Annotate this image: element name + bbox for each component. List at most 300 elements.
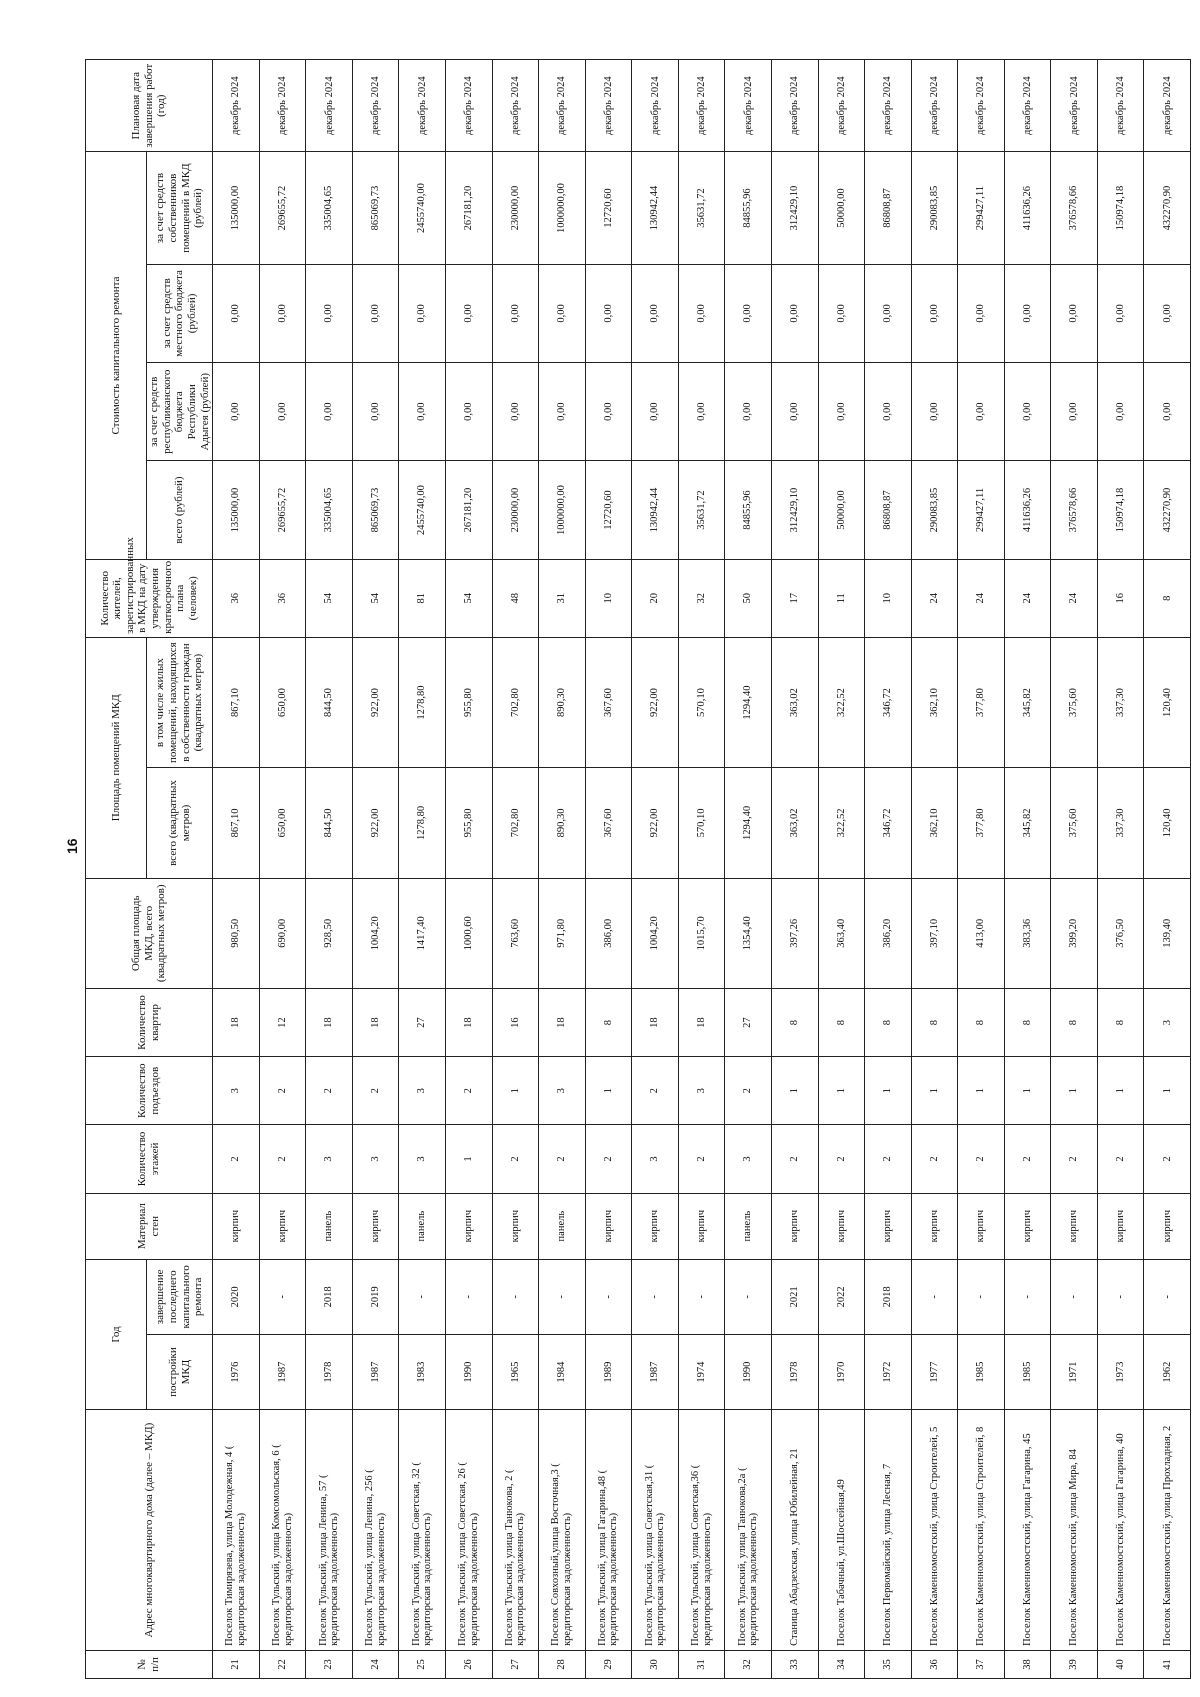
apartments-cell: 8 <box>771 988 818 1056</box>
residents-cell: 50 <box>725 559 772 637</box>
address-cell: Поселок Тульский, улица Советская,31 ( кредиторская задолженность) <box>632 1410 679 1651</box>
table-row <box>911 60 958 1679</box>
cost-republic-cell: 0,00 <box>539 363 586 461</box>
cost-local-cell: 0,00 <box>1097 264 1144 362</box>
cost-owners-cell: 84855,96 <box>725 152 772 264</box>
area-total-cell: 922,00 <box>632 768 679 878</box>
entrances-cell: 1 <box>911 1057 958 1125</box>
deadline-cell: декабрь 2024 <box>585 60 632 152</box>
entrances-cell: 1 <box>585 1057 632 1125</box>
cost-owners-cell: 312429,10 <box>771 152 818 264</box>
header-year-built: постройки МКД <box>147 1334 213 1409</box>
total-area-cell: 1417,40 <box>399 878 446 988</box>
row-number: 39 <box>1051 1650 1098 1678</box>
apartments-cell: 18 <box>446 988 493 1056</box>
cost-total-cell: 35631,72 <box>678 461 725 559</box>
area-total-cell: 346,72 <box>865 768 912 878</box>
area-living-cell: 377,80 <box>958 637 1005 767</box>
area-total-cell: 120,40 <box>1144 768 1191 878</box>
year-repair-cell: - <box>725 1259 772 1334</box>
year-built-cell: 1976 <box>213 1334 260 1409</box>
total-area-cell: 980,50 <box>213 878 260 988</box>
apartments-cell: 8 <box>958 988 1005 1056</box>
cost-local-cell: 0,00 <box>678 264 725 362</box>
header-entrances: Количество подъездов <box>86 1057 213 1125</box>
total-area-cell: 386,00 <box>585 878 632 988</box>
cost-local-cell: 0,00 <box>446 264 493 362</box>
row-number: 26 <box>446 1650 493 1678</box>
wall-material-cell: кирпич <box>446 1193 493 1259</box>
cost-owners-cell: 35631,72 <box>678 152 725 264</box>
header-cost-local: за счет средств местного бюджета (рублей) <box>147 264 213 362</box>
wall-material-cell: кирпич <box>259 1193 306 1259</box>
year-built-cell: 1972 <box>865 1334 912 1409</box>
cost-total-cell: 135000,00 <box>213 461 260 559</box>
cost-total-cell: 2455740,00 <box>399 461 446 559</box>
residents-cell: 24 <box>958 559 1005 637</box>
cost-owners-cell: 299427,11 <box>958 152 1005 264</box>
year-repair-cell: - <box>259 1259 306 1334</box>
area-living-cell: 867,10 <box>213 637 260 767</box>
table-row <box>352 60 399 1679</box>
table-row <box>585 60 632 1679</box>
apartments-cell: 8 <box>911 988 958 1056</box>
capital-repair-table <box>85 59 1191 1679</box>
cost-owners-cell: 135000,00 <box>213 152 260 264</box>
year-repair-cell: 2018 <box>865 1259 912 1334</box>
cost-republic-cell: 0,00 <box>632 363 679 461</box>
cost-total-cell: 299427,11 <box>958 461 1005 559</box>
floors-cell: 3 <box>725 1125 772 1193</box>
floors-cell: 2 <box>1144 1125 1191 1193</box>
cost-total-cell: 267181,20 <box>446 461 493 559</box>
residents-cell: 32 <box>678 559 725 637</box>
apartments-cell: 18 <box>213 988 260 1056</box>
deadline-cell: декабрь 2024 <box>446 60 493 152</box>
wall-material-cell: кирпич <box>492 1193 539 1259</box>
area-living-cell: 1278,80 <box>399 637 446 767</box>
row-number: 34 <box>818 1650 865 1678</box>
apartments-cell: 18 <box>352 988 399 1056</box>
address-cell: Поселок Каменномостский, улица Прохладная, 2 <box>1144 1410 1191 1651</box>
wall-material-cell: кирпич <box>678 1193 725 1259</box>
header-wall: Материал стен <box>86 1193 213 1259</box>
cost-total-cell: 84855,96 <box>725 461 772 559</box>
address-cell: Поселок Тульский, улица Ленина, 57 ( кредиторская задолженность) <box>306 1410 353 1651</box>
area-living-cell: 120,40 <box>1144 637 1191 767</box>
header-year-repair: завершение последнего капитального ремонта <box>147 1259 213 1334</box>
cost-local-cell: 0,00 <box>725 264 772 362</box>
table-row <box>818 60 865 1679</box>
year-built-cell: 1989 <box>585 1334 632 1409</box>
entrances-cell: 1 <box>1144 1057 1191 1125</box>
deadline-cell: декабрь 2024 <box>259 60 306 152</box>
table-row <box>865 60 912 1679</box>
cost-total-cell: 432270,90 <box>1144 461 1191 559</box>
header-area-group: Площадь помещений МКД <box>86 637 147 878</box>
year-built-cell: 1990 <box>725 1334 772 1409</box>
area-total-cell: 337,30 <box>1097 768 1144 878</box>
floors-cell: 3 <box>306 1125 353 1193</box>
cost-republic-cell: 0,00 <box>1144 363 1191 461</box>
area-total-cell: 955,80 <box>446 768 493 878</box>
header-address: Адрес многоквартирного дома (далее – МКД) <box>86 1410 213 1651</box>
year-repair-cell: 2022 <box>818 1259 865 1334</box>
address-cell: Поселок Первомайский, улица Лесная, 7 <box>865 1410 912 1651</box>
apartments-cell: 16 <box>492 988 539 1056</box>
address-cell: Поселок Тульский, улица Танюкова,2а ( кредиторская задолженность) <box>725 1410 772 1651</box>
residents-cell: 36 <box>213 559 260 637</box>
year-repair-cell: - <box>539 1259 586 1334</box>
residents-cell: 24 <box>1004 559 1051 637</box>
entrances-cell: 1 <box>818 1057 865 1125</box>
header-apartments: Количество квартир <box>86 988 213 1056</box>
header-floors: Количество этажей <box>86 1125 213 1193</box>
area-living-cell: 570,10 <box>678 637 725 767</box>
cost-owners-cell: 1000000,00 <box>539 152 586 264</box>
apartments-cell: 18 <box>678 988 725 1056</box>
entrances-cell: 1 <box>1051 1057 1098 1125</box>
area-living-cell: 702,80 <box>492 637 539 767</box>
cost-republic-cell: 0,00 <box>865 363 912 461</box>
row-number: 24 <box>352 1650 399 1678</box>
year-built-cell: 1978 <box>306 1334 353 1409</box>
residents-cell: 24 <box>911 559 958 637</box>
cost-local-cell: 0,00 <box>1051 264 1098 362</box>
deadline-cell: декабрь 2024 <box>678 60 725 152</box>
residents-cell: 24 <box>1051 559 1098 637</box>
year-repair-cell: - <box>399 1259 446 1334</box>
table-row <box>771 60 818 1679</box>
total-area-cell: 399,20 <box>1051 878 1098 988</box>
table-body <box>213 60 1191 1679</box>
apartments-cell: 18 <box>632 988 679 1056</box>
total-area-cell: 386,20 <box>865 878 912 988</box>
cost-local-cell: 0,00 <box>259 264 306 362</box>
apartments-cell: 12 <box>259 988 306 1056</box>
residents-cell: 48 <box>492 559 539 637</box>
year-built-cell: 1990 <box>446 1334 493 1409</box>
area-living-cell: 346,72 <box>865 637 912 767</box>
cost-local-cell: 0,00 <box>399 264 446 362</box>
deadline-cell: декабрь 2024 <box>865 60 912 152</box>
cost-republic-cell: 0,00 <box>213 363 260 461</box>
address-cell: Поселок Тимирязева, улица Молодежная, 4 ( кредиторская задолженность) <box>213 1410 260 1651</box>
residents-cell: 54 <box>446 559 493 637</box>
area-living-cell: 650,00 <box>259 637 306 767</box>
total-area-cell: 1004,20 <box>632 878 679 988</box>
deadline-cell: декабрь 2024 <box>1097 60 1144 152</box>
wall-material-cell: панель <box>725 1193 772 1259</box>
apartments-cell: 18 <box>306 988 353 1056</box>
area-living-cell: 955,80 <box>446 637 493 767</box>
row-number: 22 <box>259 1650 306 1678</box>
cost-total-cell: 150974,18 <box>1097 461 1144 559</box>
year-built-cell: 1987 <box>259 1334 306 1409</box>
address-cell: Поселок Тульский, улица Советская, 32 ( кредиторская задолженность) <box>399 1410 446 1651</box>
area-living-cell: 322,52 <box>818 637 865 767</box>
floors-cell: 2 <box>678 1125 725 1193</box>
table-row <box>1051 60 1098 1679</box>
cost-total-cell: 86808,87 <box>865 461 912 559</box>
wall-material-cell: панель <box>399 1193 446 1259</box>
header-num: № п/п <box>86 1650 213 1678</box>
residents-cell: 54 <box>352 559 399 637</box>
entrances-cell: 3 <box>539 1057 586 1125</box>
floors-cell: 2 <box>911 1125 958 1193</box>
entrances-cell: 3 <box>399 1057 446 1125</box>
residents-cell: 54 <box>306 559 353 637</box>
entrances-cell: 3 <box>213 1057 260 1125</box>
cost-local-cell: 0,00 <box>306 264 353 362</box>
wall-material-cell: панель <box>539 1193 586 1259</box>
table-row <box>725 60 772 1679</box>
year-built-cell: 1965 <box>492 1334 539 1409</box>
year-built-cell: 1984 <box>539 1334 586 1409</box>
table-row <box>446 60 493 1679</box>
year-repair-cell: - <box>1144 1259 1191 1334</box>
cost-total-cell: 312429,10 <box>771 461 818 559</box>
year-built-cell: 1971 <box>1051 1334 1098 1409</box>
deadline-cell: декабрь 2024 <box>306 60 353 152</box>
area-living-cell: 922,00 <box>632 637 679 767</box>
floors-cell: 3 <box>632 1125 679 1193</box>
year-repair-cell: - <box>958 1259 1005 1334</box>
entrances-cell: 1 <box>958 1057 1005 1125</box>
row-number: 41 <box>1144 1650 1191 1678</box>
header-cost-owners: за счет средств собственников помещений в МКД (рублей) <box>147 152 213 264</box>
area-living-cell: 922,00 <box>352 637 399 767</box>
entrances-cell: 3 <box>678 1057 725 1125</box>
row-number: 25 <box>399 1650 446 1678</box>
deadline-cell: декабрь 2024 <box>352 60 399 152</box>
year-repair-cell: - <box>632 1259 679 1334</box>
header-cost-total: всего (рублей) <box>147 461 213 559</box>
cost-owners-cell: 12720,60 <box>585 152 632 264</box>
row-number: 38 <box>1004 1650 1051 1678</box>
cost-total-cell: 12720,60 <box>585 461 632 559</box>
apartments-cell: 8 <box>1097 988 1144 1056</box>
cost-local-cell: 0,00 <box>911 264 958 362</box>
year-repair-cell: 2018 <box>306 1259 353 1334</box>
row-number: 28 <box>539 1650 586 1678</box>
cost-owners-cell: 865069,73 <box>352 152 399 264</box>
apartments-cell: 8 <box>585 988 632 1056</box>
wall-material-cell: кирпич <box>585 1193 632 1259</box>
deadline-cell: декабрь 2024 <box>1004 60 1051 152</box>
area-living-cell: 362,10 <box>911 637 958 767</box>
document-page <box>85 59 1173 1679</box>
total-area-cell: 383,36 <box>1004 878 1051 988</box>
year-built-cell: 1973 <box>1097 1334 1144 1409</box>
wall-material-cell: кирпич <box>1097 1193 1144 1259</box>
cost-republic-cell: 0,00 <box>725 363 772 461</box>
cost-total-cell: 865069,73 <box>352 461 399 559</box>
year-repair-cell: - <box>1097 1259 1144 1334</box>
year-repair-cell: - <box>1051 1259 1098 1334</box>
area-total-cell: 322,52 <box>818 768 865 878</box>
area-living-cell: 367,60 <box>585 637 632 767</box>
deadline-cell: декабрь 2024 <box>1051 60 1098 152</box>
cost-republic-cell: 0,00 <box>911 363 958 461</box>
area-total-cell: 375,60 <box>1051 768 1098 878</box>
deadline-cell: декабрь 2024 <box>771 60 818 152</box>
address-cell: Поселок Каменномостский, улица Строителей, 8 <box>958 1410 1005 1651</box>
wall-material-cell: кирпич <box>1144 1193 1191 1259</box>
header-area-living: в том числе жилых помещений, находящихся в собственности граждан (квадратных метров) <box>147 637 213 767</box>
deadline-cell: декабрь 2024 <box>213 60 260 152</box>
residents-cell: 11 <box>818 559 865 637</box>
cost-republic-cell: 0,00 <box>1004 363 1051 461</box>
row-number: 29 <box>585 1650 632 1678</box>
year-repair-cell: 2021 <box>771 1259 818 1334</box>
total-area-cell: 139,40 <box>1144 878 1191 988</box>
deadline-cell: декабрь 2024 <box>1144 60 1191 152</box>
address-cell: Поселок Табачный, ул.Шоссейная,49 <box>818 1410 865 1651</box>
area-total-cell: 1294,40 <box>725 768 772 878</box>
cost-republic-cell: 0,00 <box>259 363 306 461</box>
header-cost-group: Стоимость капитального ремонта <box>86 152 147 559</box>
floors-cell: 1 <box>446 1125 493 1193</box>
residents-cell: 8 <box>1144 559 1191 637</box>
cost-total-cell: 290083,85 <box>911 461 958 559</box>
cost-owners-cell: 335004,65 <box>306 152 353 264</box>
area-living-cell: 345,82 <box>1004 637 1051 767</box>
table-row <box>213 60 260 1679</box>
year-repair-cell: 2019 <box>352 1259 399 1334</box>
area-living-cell: 363,02 <box>771 637 818 767</box>
deadline-cell: декабрь 2024 <box>818 60 865 152</box>
table-row <box>492 60 539 1679</box>
address-cell: Поселок Тульский, улица Советская, 26 ( кредиторская задолженность) <box>446 1410 493 1651</box>
address-cell: Поселок Каменномостский, улица Строителей, 5 <box>911 1410 958 1651</box>
cost-local-cell: 0,00 <box>865 264 912 362</box>
cost-total-cell: 335004,65 <box>306 461 353 559</box>
cost-owners-cell: 267181,20 <box>446 152 493 264</box>
year-repair-cell: - <box>492 1259 539 1334</box>
row-number: 33 <box>771 1650 818 1678</box>
header-year-group: Год <box>86 1259 147 1409</box>
address-cell: Поселок Тульский, улица Советская,36 ( кредиторская задолженность) <box>678 1410 725 1651</box>
floors-cell: 2 <box>259 1125 306 1193</box>
total-area-cell: 363,40 <box>818 878 865 988</box>
residents-cell: 16 <box>1097 559 1144 637</box>
floors-cell: 2 <box>539 1125 586 1193</box>
area-total-cell: 702,80 <box>492 768 539 878</box>
year-built-cell: 1962 <box>1144 1334 1191 1409</box>
cost-local-cell: 0,00 <box>539 264 586 362</box>
apartments-cell: 27 <box>725 988 772 1056</box>
cost-republic-cell: 0,00 <box>678 363 725 461</box>
address-cell: Поселок Совхозный,улица Восточная,3 ( кредиторская задолженность) <box>539 1410 586 1651</box>
cost-republic-cell: 0,00 <box>1097 363 1144 461</box>
total-area-cell: 413,00 <box>958 878 1005 988</box>
floors-cell: 2 <box>865 1125 912 1193</box>
wall-material-cell: кирпич <box>958 1193 1005 1259</box>
year-built-cell: 1978 <box>771 1334 818 1409</box>
residents-cell: 31 <box>539 559 586 637</box>
wall-material-cell: панель <box>306 1193 353 1259</box>
apartments-cell: 3 <box>1144 988 1191 1056</box>
year-built-cell: 1974 <box>678 1334 725 1409</box>
residents-cell: 10 <box>585 559 632 637</box>
total-area-cell: 397,26 <box>771 878 818 988</box>
total-area-cell: 1000,60 <box>446 878 493 988</box>
row-number: 35 <box>865 1650 912 1678</box>
header-deadline: Плановая дата завершения работ (год) <box>86 60 213 152</box>
cost-republic-cell: 0,00 <box>818 363 865 461</box>
cost-total-cell: 411636,26 <box>1004 461 1051 559</box>
area-total-cell: 362,10 <box>911 768 958 878</box>
floors-cell: 2 <box>1051 1125 1098 1193</box>
entrances-cell: 1 <box>865 1057 912 1125</box>
cost-owners-cell: 130942,44 <box>632 152 679 264</box>
cost-republic-cell: 0,00 <box>492 363 539 461</box>
cost-owners-cell: 86808,87 <box>865 152 912 264</box>
area-total-cell: 867,10 <box>213 768 260 878</box>
table-row <box>678 60 725 1679</box>
year-built-cell: 1985 <box>958 1334 1005 1409</box>
header-residents: Количество жителей, зарегистрированных в МКД на дату утверждения краткосрочного плана (человек) <box>86 559 213 637</box>
cost-republic-cell: 0,00 <box>399 363 446 461</box>
wall-material-cell: кирпич <box>1004 1193 1051 1259</box>
table-row <box>399 60 446 1679</box>
deadline-cell: декабрь 2024 <box>958 60 1005 152</box>
cost-local-cell: 0,00 <box>771 264 818 362</box>
cost-republic-cell: 0,00 <box>585 363 632 461</box>
row-number: 32 <box>725 1650 772 1678</box>
cost-local-cell: 0,00 <box>213 264 260 362</box>
area-total-cell: 844,50 <box>306 768 353 878</box>
total-area-cell: 690,00 <box>259 878 306 988</box>
year-built-cell: 1983 <box>399 1334 446 1409</box>
floors-cell: 2 <box>771 1125 818 1193</box>
cost-local-cell: 0,00 <box>1004 264 1051 362</box>
cost-local-cell: 0,00 <box>958 264 1005 362</box>
total-area-cell: 1004,20 <box>352 878 399 988</box>
row-number: 40 <box>1097 1650 1144 1678</box>
address-cell: Поселок Каменномостский, улица Мира, 84 <box>1051 1410 1098 1651</box>
area-total-cell: 922,00 <box>352 768 399 878</box>
cost-total-cell: 230000,00 <box>492 461 539 559</box>
address-cell: Поселок Тульский, улица Танюкова, 2 ( кредиторская задолженность) <box>492 1410 539 1651</box>
header-area-total: всего (квадратных метров) <box>147 768 213 878</box>
entrances-cell: 2 <box>352 1057 399 1125</box>
residents-cell: 36 <box>259 559 306 637</box>
header-total-area: Общая площадь МКД, всего (квадратных метров) <box>86 878 213 988</box>
entrances-cell: 1 <box>1004 1057 1051 1125</box>
residents-cell: 81 <box>399 559 446 637</box>
cost-local-cell: 0,00 <box>818 264 865 362</box>
area-total-cell: 570,10 <box>678 768 725 878</box>
area-total-cell: 890,30 <box>539 768 586 878</box>
cost-local-cell: 0,00 <box>585 264 632 362</box>
apartments-cell: 8 <box>865 988 912 1056</box>
table-row <box>1004 60 1051 1679</box>
apartments-cell: 8 <box>1004 988 1051 1056</box>
cost-owners-cell: 290083,85 <box>911 152 958 264</box>
cost-total-cell: 1000000,00 <box>539 461 586 559</box>
year-repair-cell: 2020 <box>213 1259 260 1334</box>
area-total-cell: 367,60 <box>585 768 632 878</box>
floors-cell: 2 <box>492 1125 539 1193</box>
area-total-cell: 1278,80 <box>399 768 446 878</box>
wall-material-cell: кирпич <box>865 1193 912 1259</box>
wall-material-cell: кирпич <box>771 1193 818 1259</box>
area-total-cell: 650,00 <box>259 768 306 878</box>
cost-republic-cell: 0,00 <box>306 363 353 461</box>
area-living-cell: 1294,40 <box>725 637 772 767</box>
